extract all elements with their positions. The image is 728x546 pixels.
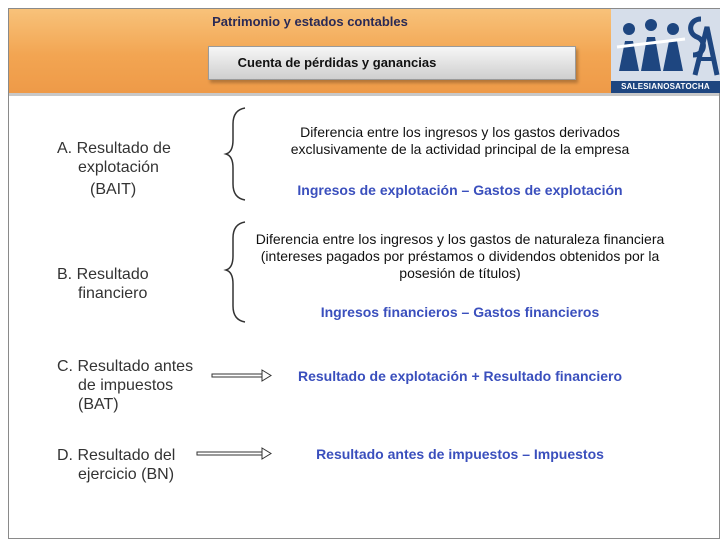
section-c-label-line-3: (BAT) xyxy=(78,396,119,413)
section-b-label-line-1: B. Resultado xyxy=(57,266,149,283)
section-c-label-line-2: de impuestos xyxy=(78,377,174,394)
brace-a-icon xyxy=(226,108,245,200)
section-b-formula: Ingresos financieros – Gastos financieros xyxy=(320,304,600,320)
section-a-description: Diferencia entre los ingresos y los gastos derivados exclusivamente de la actividad principal de la empresa xyxy=(290,124,630,157)
section-b-description: Diferencia entre los ingresos y los gastos de naturaleza financiera (intereses pagados por préstamos o dividendos obtenidos por la posesión de títulos) xyxy=(255,231,665,281)
section-d-formula: Resultado antes de impuestos – Impuestos xyxy=(316,446,604,462)
section-a-label-line-2: explotación xyxy=(78,159,159,176)
arrow-c-icon xyxy=(212,370,271,381)
page-title: Patrimonio y estados contables xyxy=(212,14,408,29)
page-subtitle: Cuenta de pérdidas y ganancias xyxy=(237,55,437,70)
section-d-label-line-2: ejercicio (BN) xyxy=(78,466,175,483)
arrow-d-icon xyxy=(197,448,271,459)
section-c-label-line-1: C. Resultado antes xyxy=(57,358,194,375)
section-c-formula: Resultado de explotación + Resultado financiero xyxy=(297,368,622,384)
section-b-label-line-2: financiero xyxy=(78,285,148,302)
section-a-label-line-1: A. Resultado de xyxy=(57,140,171,157)
section-d-label-line-1: D. Resultado del xyxy=(57,447,176,464)
logo-text: SALESIANOSATOCHA xyxy=(611,81,720,93)
brace-b-icon xyxy=(226,222,245,322)
section-a-formula: Ingresos de explotación – Gastos de explotación xyxy=(297,182,623,198)
section-a-label-line-3: (BAIT) xyxy=(90,181,137,198)
